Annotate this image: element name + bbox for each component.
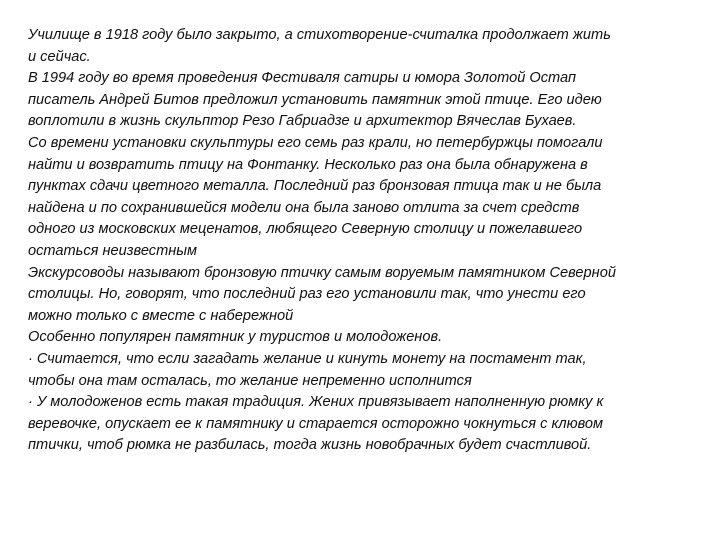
document-text <box>28 25 698 457</box>
text-line: остаться неизвестным <box>28 242 198 259</box>
text-line: Со времени установки скульптуры его семь раз крали, но петербуржцы помогали <box>28 134 603 151</box>
text-line: можно только с вместе с набережной <box>28 307 294 324</box>
text-line: птички, чтоб рюмка не разбилась, тогда жизнь новобрачных будет счастливой. <box>28 437 592 454</box>
text-line: воплотили в жизнь скульптор Резо Габриадзе и архитектор Вячеслав Бухаев. <box>28 113 577 130</box>
text-line: писатель Андрей Битов предложил установить памятник этой птице. Его идею <box>28 91 602 108</box>
text-line: Особенно популярен памятник у туристов и молодоженов. <box>28 329 443 346</box>
text-line: столицы. Но, говорят, что последний раз его установили так, что унести его <box>28 286 586 303</box>
text-line: и сейчас. <box>28 48 91 65</box>
text-line: пунктах сдачи цветного металла. Последний раз бронзовая птица так и не была <box>28 178 602 195</box>
text-line: одного из московских меценатов, любящего Северную столицу и пожелавшего <box>28 221 583 238</box>
bullet-line: · Считается, что если загадать желание и кинуть монету на постамент так, <box>28 350 587 367</box>
bullet-line: · У молодоженов есть такая традиция. Жених привязывает наполненную рюмку к <box>28 394 604 411</box>
text-line: веревочке, опускает ее к памятнику и старается осторожно чокнуться с клювом <box>28 415 604 432</box>
text-line: чтобы она там осталась, то желание непременно исполнится <box>28 372 472 389</box>
text-line: В 1994 году во время проведения Фестиваля сатиры и юмора Золотой Остап <box>28 70 577 87</box>
text-line: найдена и по сохранившейся модели она была заново отлита за счет средств <box>28 199 580 216</box>
text-line: Экскурсоводы называют бронзовую птичку самым воруемым памятником Северной <box>28 264 616 281</box>
text-line: Училище в 1918 году было закрыто, а стихотворение-считалка продолжает жить <box>28 27 611 43</box>
text-line: найти и возвратить птицу на Фонтанку. Несколько раз она была обнаружена в <box>28 156 588 173</box>
